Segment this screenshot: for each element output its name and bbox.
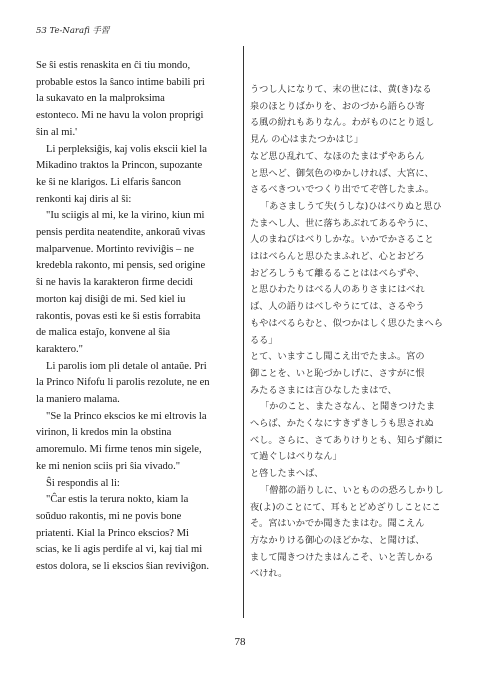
text-line: べけれ。 (250, 568, 288, 580)
column-divider (243, 46, 244, 618)
text-line: と思ひわたりはべる人のありさまにはべれ (250, 284, 425, 296)
text-line: la sukavato en la malproksima (36, 93, 165, 105)
text-line: soŭduo rakontis, mi ne povis bone (36, 510, 182, 522)
text-line: kredebla rakonto, mi pensis, sed origine (36, 260, 206, 272)
text-line: うつし人になりて、末の世には、黄(き)なる (250, 84, 432, 95)
text-line: 「僧都の語りしに、いとものの恐ろしかりし (260, 484, 444, 496)
text-line: priatenti. Kial la Princo ekscios? Mi (36, 527, 189, 539)
text-line: ke ŝi ne klarigos. Li elfaris ŝancon (36, 176, 182, 188)
esperanto-column (36, 58, 240, 576)
text-line: ŝin al mi.' (36, 126, 78, 138)
text-line: Li perpleksiĝis, kaj volis ekscii kiel la (46, 143, 207, 155)
text-line: Se ŝi estis renaskita en ĉi tiu mondo, (36, 60, 191, 71)
text-line: みたるさまには言ひなしたまはで、 (250, 384, 397, 396)
japanese-column (250, 82, 446, 583)
text-line: まして聞きつけたまはんこそ、いと苦しかる (250, 551, 434, 563)
text-line: て過ぐしはべりなん」 (250, 451, 342, 463)
text-line: la Princo Nifofu li parolis rezolute, ne en (36, 377, 210, 389)
page-number: 78 (234, 636, 246, 648)
text-line: たまへし人、世に落ちあぶれてあるやうに、 (250, 217, 434, 229)
text-line: ke mi nenion sciis pri ŝia vivado." (36, 460, 181, 472)
text-line: estos dolora, se li ekscios ŝian reviviĝon. (36, 561, 210, 573)
text-line: 御ことを、いと恥づかしげに、さすがに恨 (250, 367, 425, 379)
text-line: Ŝi respondis al li: (46, 477, 120, 489)
text-line: "Ĉar estis la terura nokto, kiam la (46, 494, 189, 506)
text-line: la maniero malama. (36, 394, 120, 406)
text-line: amoremulo. Mi firme tenos min sigele, (36, 444, 202, 456)
text-line: morton kaj disiĝi de mi. Sed kiel iu (36, 293, 186, 305)
text-line: べし。さらに、さてありけりとも、知らず顔に (250, 434, 443, 446)
text-line: る風の紛れもありなん。わがものにとり返し (250, 117, 435, 129)
text-line: probable estos la ŝanco intime babili pri (36, 76, 205, 88)
text-line: ŝi ne havis la karakteron firme decidi (36, 277, 194, 289)
text-line: Li parolis iom pli detale ol antaŭe. Pri (46, 360, 207, 372)
text-line: 人のまねびはべりしかな。いかでかさること (250, 234, 434, 246)
text-line: renkonti kaj diris al ŝi: (36, 193, 132, 205)
text-line: de malica estaĵo, konvene al ŝia (36, 327, 171, 339)
text-line: と思へど、御気色のゆかしければ、大宮に、 (250, 167, 434, 179)
text-line: 方なかりける御心のほどかな、と聞けば、 (250, 534, 425, 546)
text-line: ば、人の語りはべしやうにては、さるやう (250, 301, 425, 313)
text-line: 泉のほとりばかりを、おのづから語らひ寄 (250, 100, 425, 112)
running-header: 53 Te-Narafi 手習 (36, 26, 110, 36)
text-line: malparvenue. Mortinto reviviĝis – ne (36, 243, 194, 255)
text-line: estonteco. Mi ne havu la volon proprigi (36, 110, 204, 122)
text-line: おどろしうもて離るることははべらずや、 (250, 267, 425, 279)
text-line: と啓したまへば、 (250, 468, 324, 480)
text-line: 「かのこと、またさなん、と聞きつけたま (260, 401, 436, 413)
text-line: virinon, li kredos min la obstina (36, 427, 172, 439)
text-line: scias, ke li agis perdife al vi, kaj tial mi (36, 544, 203, 556)
text-line: "Iu sciigis al mi, ke la virino, kiun mi (46, 210, 205, 222)
text-line: など思ひ乱れて、なほのたまはずやあらん (250, 150, 425, 162)
text-line: karaktero." (36, 343, 83, 355)
text-line: るる」 (250, 334, 278, 346)
text-line: とて、いますこし聞こえ出でたまふ。宮の (250, 351, 425, 363)
text-line: Mikadino traktos la Princon, supozante (36, 160, 203, 172)
text-line: そ。宮はいかでか聞きたまはむ。聞こえん (250, 518, 425, 530)
text-line: rakontis, povas esti ke ŝi estis forrabita (36, 310, 201, 322)
text-line: ははべらんと思ひたまふれど、心とおどろ (250, 251, 425, 263)
text-line: pensis perdita neatendite, ankoraŭ vivas (36, 227, 206, 239)
text-line: さるべきついでつくり出でてぞ啓したまふ。 (250, 184, 434, 196)
text-line: もやはべるらむと、似つかはしく思ひたまへら (250, 317, 443, 329)
text-line: 見ん の心はまたつかはじ」 (250, 134, 364, 146)
text-line: へらば、かたくなにすきずきしうも思されぬ (250, 418, 434, 430)
text-line: 「あさましうて失(うしな)ひはべりぬと思ひ (260, 200, 442, 212)
text-line: "Se la Princo ekscios ke mi eltrovis la (46, 410, 207, 422)
text-line: 夜(よ)のことにて、耳もとどめざりしことにこ (250, 501, 441, 513)
